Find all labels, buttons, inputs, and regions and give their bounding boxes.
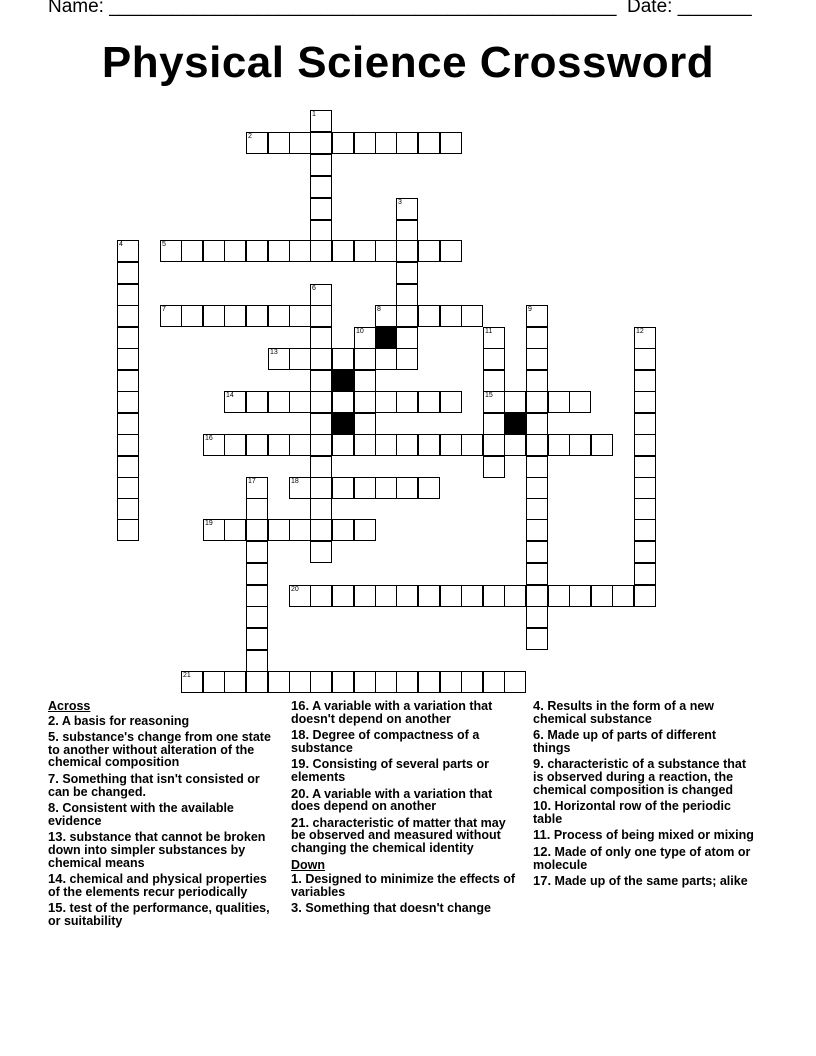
crossword-cell[interactable] [504,434,526,456]
clue-number: 18 [291,478,299,485]
crossword-cell[interactable] [117,305,139,327]
crossword-cell[interactable] [375,240,397,262]
clue-number: 5 [162,241,166,248]
crossword-cell[interactable] [246,606,268,628]
crossword-cell[interactable] [354,585,376,607]
clue-item [48,712,280,728]
crossword-cell[interactable] [634,456,656,478]
crossword-cell[interactable] [246,541,268,563]
crossword-cell[interactable] [310,284,332,306]
crossword-cell[interactable] [117,284,139,306]
crossword-cell[interactable] [375,305,397,327]
clue-item-text: substance's change from one state to another without alteration of the chemical composition [48,730,271,770]
crossword-cell[interactable] [440,391,462,413]
clue-item-text: A basis for reasoning [58,713,190,728]
crossword-cell[interactable] [246,477,268,499]
crossword-cell[interactable] [569,585,591,607]
across-clue-list [48,712,280,928]
crossword-cell[interactable] [246,391,268,413]
crossword-cell[interactable] [526,477,548,499]
crossword-cell[interactable] [526,498,548,520]
clue-number: 15 [485,392,493,399]
clue-item [291,729,523,754]
clue-item-text: Designed to minimize the effects of variables [291,872,516,899]
crossword-cell[interactable] [418,477,440,499]
date-field-label: Date: _______ [627,0,752,17]
clue-number: 21 [183,672,191,679]
crossword-cell[interactable] [332,519,354,541]
crossword-cell[interactable] [117,519,139,541]
crossword-cell[interactable] [310,519,332,541]
crossword-cell[interactable] [548,391,570,413]
clue-item-number: 11. [533,827,551,843]
crossword-cell[interactable] [418,305,440,327]
crossword-cell[interactable] [526,413,548,435]
down-clue-list-continued [533,700,755,888]
crossword-cell[interactable] [310,456,332,478]
crossword-cell[interactable] [461,585,483,607]
crossword-cell[interactable] [634,391,656,413]
clue-item-text: characteristic of matter that may be observed and measured without changing the chemical identity [291,815,506,855]
clue-number: 7 [162,306,166,313]
clue-item-number: 14. [48,871,67,887]
crossword-cell[interactable] [310,370,332,392]
crossword-cell[interactable] [483,370,505,392]
crossword-cell[interactable] [396,240,418,262]
clue-item-number: 8. [48,800,59,816]
crossword-cell[interactable] [310,585,332,607]
clue-item [533,875,755,888]
crossword-cell[interactable] [354,413,376,435]
crossword-cell[interactable] [548,585,570,607]
clue-number: 17 [248,478,256,485]
clue-item-text: Consisting of several parts or elements [291,757,489,784]
crossword-cell[interactable] [375,585,397,607]
crossword-cell[interactable] [440,434,462,456]
crossword-cell[interactable] [634,327,656,349]
crossword-cell[interactable] [268,348,290,370]
crossword-cell[interactable] [246,240,268,262]
crossword-cell[interactable] [375,434,397,456]
crossword-cell[interactable] [375,348,397,370]
clue-number: 19 [205,520,213,527]
clue-item [48,873,280,898]
clue-item [291,785,523,814]
clue-number: 14 [226,392,234,399]
crossword-cell[interactable] [310,477,332,499]
crossword-cell[interactable] [483,348,505,370]
clue-item-text: Consistent with the available evidence [48,801,234,828]
crossword-cell[interactable] [461,434,483,456]
clue-item-text: Made of only one type of atom or molecule [533,844,751,872]
clue-item-text: substance that cannot be broken down into simpler substances by chemical means [48,830,266,870]
crossword-cell[interactable] [634,541,656,563]
crossword-cell[interactable] [526,563,548,585]
clue-item-number: 5. [48,729,59,745]
crossword-cell[interactable] [526,585,548,607]
clue-item-text: A variable with a variation that does depend on another [291,786,493,814]
crossword-cell[interactable] [117,348,139,370]
crossword-cell[interactable] [310,498,332,520]
crossword-cell[interactable] [310,176,332,198]
crossword-cell[interactable] [569,391,591,413]
crossword-cell[interactable] [440,671,462,693]
crossword-cell[interactable] [354,348,376,370]
crossword-cell[interactable] [354,477,376,499]
down-clue-list [291,873,523,915]
crossword-cell[interactable] [354,434,376,456]
crossword-cell[interactable] [354,240,376,262]
crossword-cell[interactable] [375,391,397,413]
crossword-cell[interactable] [634,519,656,541]
crossword-cell[interactable] [483,671,505,693]
crossword-cell[interactable] [203,671,225,693]
clue-item-text: Horizontal row of the periodic table [533,799,731,826]
clue-item-text: characteristic of a substance that is observed during a reaction, the chemical composition is changed [533,757,746,797]
crossword-cell[interactable] [268,519,290,541]
crossword-cell[interactable] [461,305,483,327]
crossword-cell[interactable] [310,541,332,563]
clue-number: 11 [485,328,493,335]
crossword-cell[interactable] [203,434,225,456]
black-square [375,327,397,349]
clue-item-text: Made up of the same parts; alike [551,874,748,889]
crossword-cell[interactable] [224,240,246,262]
crossword-cell[interactable] [332,585,354,607]
crossword-cell[interactable] [310,434,332,456]
clue-item [533,729,755,754]
crossword-cell[interactable] [332,132,354,154]
clue-number: 9 [528,306,532,313]
crossword-cell[interactable] [418,585,440,607]
crossword-cell[interactable] [634,370,656,392]
crossword-cell[interactable] [396,434,418,456]
crossword-cell[interactable] [289,477,311,499]
clue-item [533,829,755,842]
crossword-cell[interactable] [483,327,505,349]
clue-item-number: 18. [291,727,310,743]
clue-item-text: A variable with a variation that doesn't depend on another [291,699,493,726]
crossword-cell[interactable] [246,671,268,693]
crossword-cell[interactable] [396,284,418,306]
clue-item [48,802,280,827]
crossword-cell[interactable] [224,671,246,693]
crossword-cell[interactable] [396,220,418,242]
crossword-cell[interactable] [396,327,418,349]
crossword-cell[interactable] [396,477,418,499]
crossword-cell[interactable] [246,585,268,607]
crossword-cell[interactable] [526,434,548,456]
clue-item-number: 17. [533,873,552,889]
crossword-cell[interactable] [526,628,548,650]
clue-item [291,902,523,915]
down-heading: Down [291,857,326,872]
crossword-cell[interactable] [289,240,311,262]
clue-item-number: 16. [291,698,310,713]
crossword-cell[interactable] [310,240,332,262]
crossword-cell[interactable] [526,348,548,370]
clue-item-number: 21. [291,814,310,830]
crossword-cell[interactable] [246,434,268,456]
crossword-cell[interactable] [181,305,203,327]
clue-item [48,902,280,927]
crossword-cell[interactable] [310,132,332,154]
page-title: Physical Science Crossword [101,38,715,87]
crossword-cell[interactable] [354,519,376,541]
crossword-cell[interactable] [591,585,613,607]
crossword-cell[interactable] [332,434,354,456]
name-field-label: Name: ________________________________________________ [48,0,617,17]
crossword-cell[interactable] [526,370,548,392]
clue-number: 4 [119,241,123,248]
crossword-cell[interactable] [396,671,418,693]
crossword-cell[interactable] [396,585,418,607]
crossword-cell[interactable] [117,327,139,349]
crossword-cell[interactable] [203,519,225,541]
crossword-cell[interactable] [268,240,290,262]
crossword-cell[interactable] [310,413,332,435]
clue-item [533,700,755,725]
clues-column-2 [291,700,523,919]
crossword-cell[interactable] [483,391,505,413]
crossword-cell[interactable] [504,585,526,607]
crossword-cell[interactable] [483,413,505,435]
crossword-cell[interactable] [246,519,268,541]
clue-item [533,800,755,825]
crossword-cell[interactable] [332,240,354,262]
crossword-cell[interactable] [117,456,139,478]
clue-item-number: 3. [291,900,302,916]
crossword-cell[interactable] [289,132,311,154]
crossword-cell[interactable] [268,132,290,154]
clue-item-text: Something that isn't consisted or can be changed. [48,771,260,799]
crossword-cell[interactable] [117,477,139,499]
crossword-cell[interactable] [418,132,440,154]
crossword-cell[interactable] [203,240,225,262]
crossword-cell[interactable] [310,391,332,413]
crossword-cell[interactable] [418,240,440,262]
crossword-cell[interactable] [117,413,139,435]
crossword-cell[interactable] [569,434,591,456]
crossword-cell[interactable] [418,671,440,693]
clue-item-text: Something that doesn't change [301,901,491,916]
clue-item-number: 19. [291,756,310,772]
clue-item [48,731,280,769]
crossword-cell[interactable] [526,305,548,327]
crossword-cell[interactable] [375,477,397,499]
crossword-cell[interactable] [246,132,268,154]
crossword-cell[interactable] [591,434,613,456]
clue-number: 13 [270,349,278,356]
clue-item-text: chemical and physical properties of the elements recur periodically [48,872,267,899]
crossword-cell[interactable] [289,519,311,541]
crossword-cell[interactable] [526,606,548,628]
crossword-cell[interactable] [526,327,548,349]
crossword-cell[interactable] [375,671,397,693]
crossword-cell[interactable] [310,305,332,327]
crossword-cell[interactable] [634,563,656,585]
clue-item [533,843,755,872]
clue-number: 20 [291,586,299,593]
clue-number: 8 [377,306,381,313]
crossword-cell[interactable] [117,391,139,413]
crossword-cell[interactable] [440,305,462,327]
crossword-cell[interactable] [310,348,332,370]
clue-item [48,770,280,799]
crossword-cell[interactable] [289,434,311,456]
crossword-cell[interactable] [332,391,354,413]
crossword-cell[interactable] [504,391,526,413]
clue-item [291,814,523,855]
clue-item-text: test of the performance, qualities, or suitability [48,901,270,928]
crossword-cell[interactable] [289,671,311,693]
crossword-cell[interactable] [117,262,139,284]
black-square [332,413,354,435]
crossword-cell[interactable] [440,132,462,154]
crossword-cell[interactable] [203,305,225,327]
clues-column-3 [533,700,755,892]
crossword-cell[interactable] [526,541,548,563]
crossword-cell[interactable] [246,650,268,672]
crossword-cell[interactable] [117,370,139,392]
clue-number: 3 [398,199,402,206]
crossword-cell[interactable] [440,585,462,607]
crossword-cell[interactable] [634,348,656,370]
clue-item-text: Degree of compactness of a substance [291,728,480,755]
clue-item-number: 6. [533,727,544,743]
crossword-cell[interactable] [634,585,656,607]
crossword-cell[interactable] [396,348,418,370]
crossword-cell[interactable] [634,434,656,456]
crossword-cell[interactable] [526,391,548,413]
crossword-cell[interactable] [117,240,139,262]
crossword-cell[interactable] [117,498,139,520]
clue-number: 2 [248,133,252,140]
clue-number: 16 [205,435,213,442]
crossword-cell[interactable] [181,671,203,693]
crossword-cell[interactable] [354,132,376,154]
crossword-cell[interactable] [246,498,268,520]
crossword-cell[interactable] [396,132,418,154]
clue-item-number: 4. [533,698,544,713]
clue-item-text: Made up of parts of different things [533,728,717,755]
clue-item-number: 9. [533,756,544,772]
crossword-cell[interactable] [246,563,268,585]
crossword-cell[interactable] [246,305,268,327]
crossword-cell[interactable] [332,477,354,499]
crossword-cell[interactable] [634,498,656,520]
crossword-cell[interactable] [310,327,332,349]
black-square [332,370,354,392]
crossword-cell[interactable] [354,671,376,693]
crossword-cell[interactable] [289,391,311,413]
crossword-cell[interactable] [483,434,505,456]
crossword-cell[interactable] [504,671,526,693]
crossword-cell[interactable] [396,391,418,413]
crossword-cell[interactable] [396,198,418,220]
clue-item [48,831,280,869]
clue-item [533,758,755,796]
crossword-cell[interactable] [224,434,246,456]
clue-item-number: 7. [48,770,59,786]
crossword-cell[interactable] [634,413,656,435]
clue-item [291,873,523,898]
crossword-cell[interactable] [268,391,290,413]
clue-item-number: 13. [48,829,67,845]
crossword-cell[interactable] [526,519,548,541]
crossword-cell[interactable] [310,198,332,220]
crossword-cell[interactable] [548,434,570,456]
crossword-cell[interactable] [268,671,290,693]
crossword-cell[interactable] [310,110,332,132]
crossword-cell[interactable] [461,671,483,693]
clue-item-number: 15. [48,900,67,916]
crossword-cell[interactable] [181,240,203,262]
clue-number: 1 [312,111,316,118]
crossword-cell[interactable] [160,305,182,327]
crossword-cell[interactable] [289,348,311,370]
crossword-cell[interactable] [354,327,376,349]
clue-item-number: 2. [48,712,59,728]
crossword-cell[interactable] [224,519,246,541]
crossword-cell[interactable] [310,671,332,693]
crossword-cell[interactable] [310,220,332,242]
clue-item-text: Results in the form of a new chemical substance [533,699,715,726]
crossword-cell[interactable] [483,585,505,607]
clue-item-number: 1. [291,871,302,887]
clue-item [291,758,523,783]
crossword-cell[interactable] [483,456,505,478]
across-heading: Across [48,699,91,713]
clue-item-text: Process of being mixed or mixing [550,828,754,843]
clue-item-number: 12. [533,843,552,859]
clue-number: 6 [312,285,316,292]
crossword-cell[interactable] [224,391,246,413]
crossword-cell[interactable] [268,434,290,456]
clue-number: 12 [636,328,644,335]
crossword-cell[interactable] [418,434,440,456]
crossword-cell[interactable] [268,305,290,327]
clue-item-number: 10. [533,798,552,814]
crossword-cell[interactable] [418,391,440,413]
crossword-cell[interactable] [440,240,462,262]
crossword-cell[interactable] [612,585,634,607]
crossword-cell[interactable] [117,434,139,456]
across-clue-list-continued [291,700,523,855]
crossword-cell[interactable] [396,305,418,327]
crossword-cell[interactable] [354,370,376,392]
clue-item-number: 20. [291,785,310,801]
clue-number: 10 [356,328,364,335]
crossword-cell[interactable] [396,262,418,284]
crossword-cell[interactable] [375,132,397,154]
crossword-cell[interactable] [634,477,656,499]
crossword-cell[interactable] [289,585,311,607]
crossword-cell[interactable] [246,628,268,650]
crossword-cell[interactable] [526,456,548,478]
clues-column-1 [48,700,280,932]
crossword-cell[interactable] [310,154,332,176]
crossword-cell[interactable] [354,391,376,413]
crossword-cell[interactable] [332,348,354,370]
clue-item [291,700,523,725]
black-square [504,413,526,435]
crossword-cell[interactable] [289,305,311,327]
crossword-cell[interactable] [332,671,354,693]
crossword-cell[interactable] [224,305,246,327]
crossword-cell[interactable] [160,240,182,262]
